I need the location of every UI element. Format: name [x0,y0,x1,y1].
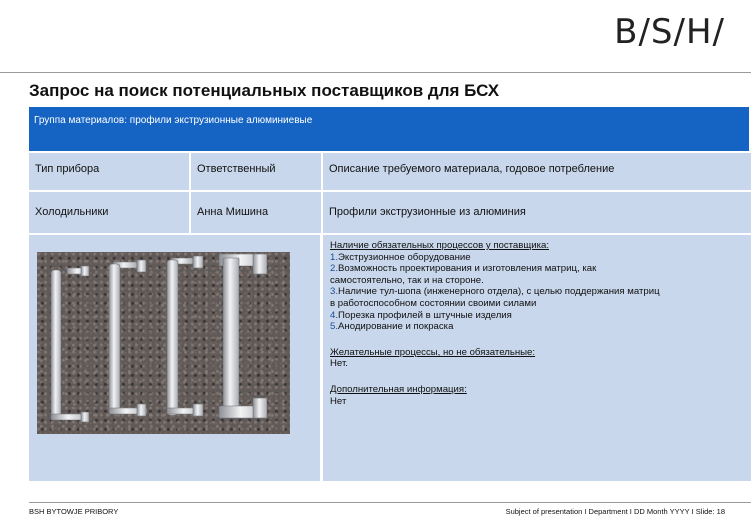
header-cell-description [323,153,751,190]
additional-title: Дополнительная информация: [330,383,467,395]
handle-3 [167,256,203,416]
cell-device-type [29,192,189,233]
page-title: Запрос на поиск потенциальных поставщиков для БСХ [29,81,500,100]
header-text: Описание требуемого материала, годовое потребление [329,163,615,175]
list-item: 3.Наличие тул-шопа (инженерного отдела), с целью поддержания матриц [330,286,660,298]
product-photo [37,252,290,434]
table-header-row [29,153,751,190]
cell-description [323,192,751,233]
footer-slide-info: Subject of presentation I Department I DD Month YYYY I Slide: 18 [505,507,725,516]
header-text: Ответственный [197,163,276,175]
product-photo-panel [29,235,320,481]
requirements-text [330,240,742,407]
cell-text: Профили экструзионные из алюминия [329,206,526,218]
desired-value: Нет. [330,358,348,370]
footer-divider [29,502,751,503]
material-group-label: Группа материалов: профили экструзионные алюминиевые [34,115,313,126]
requirements-panel [323,235,751,481]
handle-2 [109,260,147,416]
list-item: в работоспособном состоянии своими силами [330,297,537,309]
footer-company: BSH BYTOWJE PRIBORY [29,507,119,516]
cell-text: Холодильники [35,206,109,218]
aluminium-handles-image [37,252,290,434]
handle-4 [219,254,267,418]
list-item: 2.Возможность проектирования и изготовления матриц, как [330,263,597,275]
cell-text: Анна Мишина [197,206,269,218]
table-row [29,192,751,233]
header-divider [0,72,751,73]
handle-1 [51,266,89,422]
list-item: 1.Экструзионное оборудование [330,251,471,263]
list-item: 5.Анодирование и покраска [330,321,454,333]
header-text: Тип прибора [35,163,100,175]
list-item: 4.Порезка профилей в штучные изделия [330,309,512,321]
mandatory-title: Наличие обязательных процессов у поставщика: [330,240,550,251]
cell-responsible [191,192,321,233]
header-cell-responsible [191,153,321,190]
header-cell-device-type [29,153,189,190]
additional-value: Нет [330,395,347,407]
bsh-logo: B/S/H/ [614,12,725,52]
list-item: самостоятельно, так и на стороне. [330,274,484,286]
desired-title: Желательные процессы, но не обязательные: [330,346,536,358]
material-group-bar [29,107,749,151]
